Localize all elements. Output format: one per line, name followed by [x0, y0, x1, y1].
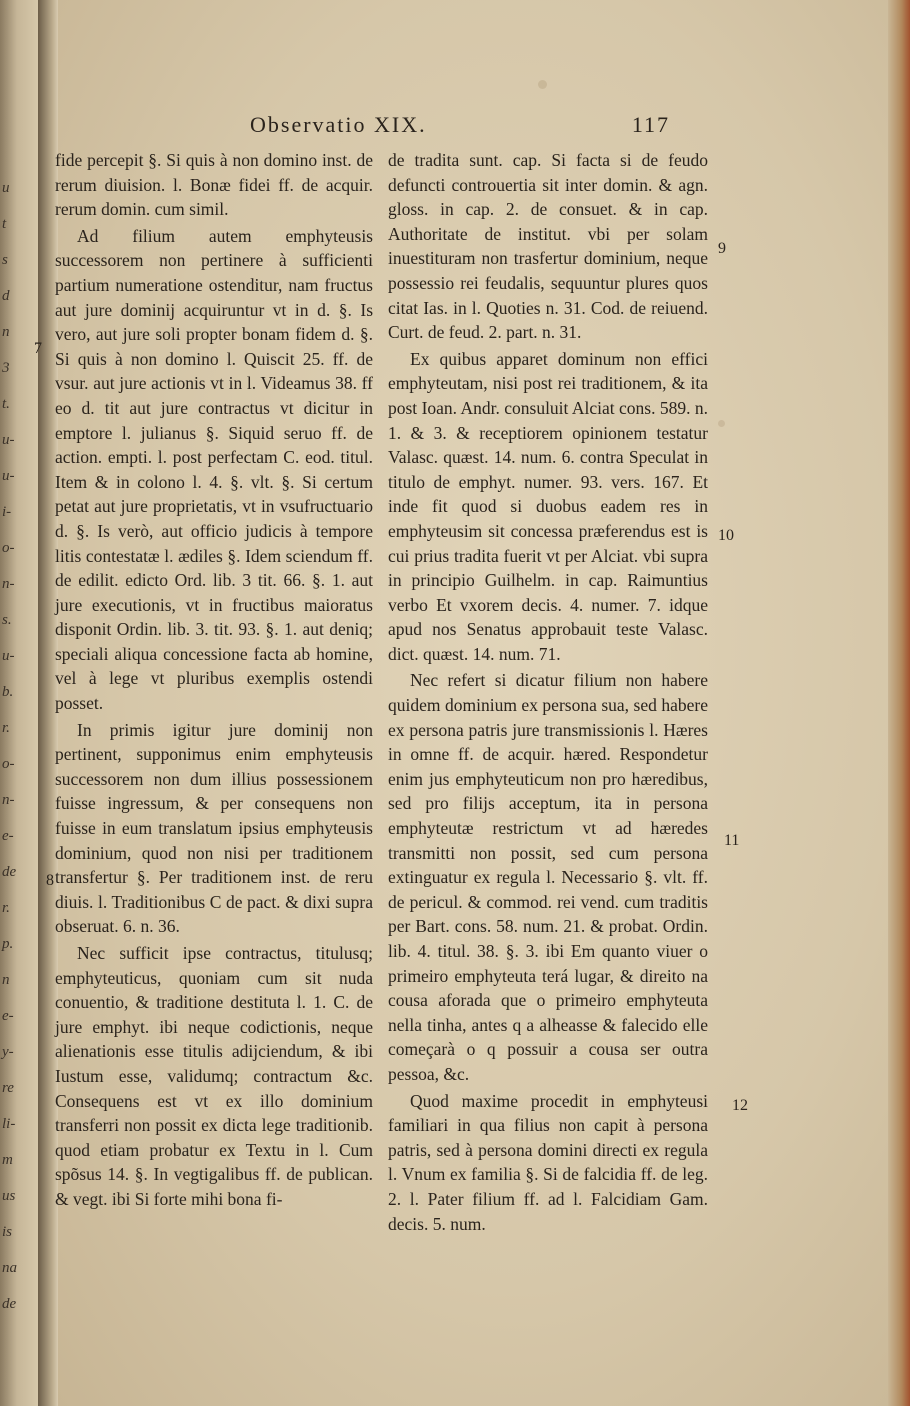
margin-number: 7	[34, 340, 42, 357]
running-head	[250, 112, 670, 142]
paragraph: Nec refert si dicatur filium non habere quidem dominium ex persona sua, sed habere ex persona patris jure transmissionis l. Hæres in omne ff. de acquir. hæred. Respondetur enim jus emphyteuticum non pro hæredibus, sed pro filijs acceptum, ita in persona emphyteutæ restrictum vt ad hæredes transmitti non possit, sed cum persona extinguatur ex regula l. Necessario §. vlt. ff. de pericul. & commod. rei vend. cum traditis per Bart. cons. 58. num. 21. & probat. Ordin. lib. 4. titul. 38. §. 3. ibi Em quanto viuer o primeiro emphyteuta terá lugar, & direito na cousa aforada que o primeiro emphyteuta nella tinha, antes q a alheasse & falecido elle começarà o q possuir a cousa ser outra pessoa, &c.	[388, 670, 708, 1084]
paragraph: Ex quibus apparet dominum non effici emphyteutam, nisi post rei traditionem, & ita post Ioan. Andr. consuluit Alciat cons. 589. n. 1. & 3. & receptiorem opinionem testatur Valasc. quæst. 14. num. 6. contra Speculat in titulo de emphyt. numer. 93. vers. 167. Et inde fit quod si duobus eadem res in emphyteusim sit concessa præferendus est is cui prius tradita fuerit vt per Alciat. vbi supra in principio Guilhelm. in cap. Raimuntius verbo Et vxorem decis. 4. numer. 7. idque apud nos Senatus approbauit teste Valasc. dict. quæst. 14. num. 71.	[388, 348, 708, 664]
facing-page-fragment: t	[2, 216, 7, 232]
left-page-edge	[0, 0, 39, 1406]
facing-page-fragment: li-	[2, 1116, 16, 1132]
facing-page-fragment: i-	[2, 504, 12, 520]
facing-page-fragment: p.	[2, 936, 14, 952]
ink-spot	[538, 80, 547, 89]
facing-page-fragment: de	[2, 864, 17, 880]
paragraph: In primis igitur jure dominij non pertinent, supponimus enim emphyteusis successorem non dum illius possessionem fuisse ingressum, & per consequens non fuisse in eum translatum ipsius emphyteusis dominium, quod non nisi per traditionem transfertur §. Per traditionem inst. de reru diuis. l. Traditionibus C de pact. & dixi supra obseruat. 6. n. 36.	[55, 719, 373, 937]
paragraph: Ad filium autem emphyteusis successorem non pertinere à sufficienti partium numeratione ostenditur, nam fructus aut jure dominij acquiruntur vt in d. §. Is vero, aut jure soli propter bonam fidem d. §. Si quis à non domino l. Quiscit 25. ff. de vsur. aut jure actionis vt in l. Videamus 38. ff eo d. tit aut jure contractus vt dicitur in emptore l. julianus §. Siquid seruo ff. de action. empti. l. post perfectam C. eod. titul. Item & in colono l. 4. §. vlt. §. Si certum petat aut jure proprietatis, vt in vsufructuario d. §. Is verò, aut officio judicis à tempore litis contestatæ l. ædiles §. Idem sciendum ff. de edilit. edicto Ord. lib. 3 tit. 66. §. 1. aut jure executionis, vt in fructibus maioratus disponit Ordin. lib. 3. tit. 93. §. 1. aut deniq; speciali aliqua concessione facta ab homine, vel à lege vt pluribus exemplis ostendi posset.	[55, 225, 373, 714]
facing-page-fragment: s.	[2, 612, 12, 628]
facing-page-fragment: re	[2, 1080, 14, 1096]
margin-number: 11	[724, 832, 740, 849]
facing-page-fragment: o-	[2, 756, 15, 772]
ink-spot	[718, 420, 725, 427]
facing-page-fragment: r.	[2, 900, 10, 916]
facing-page-fragment: de	[2, 1296, 17, 1312]
left-column	[55, 148, 373, 1212]
facing-page-fragment: o-	[2, 540, 15, 556]
facing-page-fragment: m	[2, 1152, 13, 1168]
facing-page-fragment: y-	[2, 1044, 14, 1060]
right-column	[388, 148, 708, 1236]
right-page-edge	[888, 0, 910, 1406]
facing-page-fragment: s	[2, 252, 8, 268]
facing-page-fragment: d	[2, 288, 10, 304]
paragraph: Quod maxime procedit in emphyteusi familiari in qua filius non capit à persona patris, sed à persona domini directi ex regula l. Vnum ex familia §. Si de falcidia ff. de leg. 2. l. Pater filium ff. ad l. Falcidiam Gam. decis. 5. num.	[388, 1090, 708, 1234]
facing-page-fragment: 3	[2, 360, 10, 376]
paragraph: Nec sufficit ipse contractus, titulusq; emphyteuticus, quoniam cum sit nuda conuentio, & traditione destituta l. 1. C. de jure emphyt. ibi neque codictionis, neque alienationis esse titulis adijciendum, & ibi Iustum esse, validumq; contractum &c. Consequens est vt ex illo dominium transferri non possit ex dicta lege traditionib. quod etiam probatur ex Textu in l. Cum spõsus 14. §. In vegtigalibus ff. de publican. & vegt. ibi Si forte mihi bona fi-	[55, 943, 373, 1209]
facing-page-fragment: n-	[2, 576, 15, 592]
facing-page-fragment: r.	[2, 720, 10, 736]
facing-page-fragment: e-	[2, 1008, 14, 1024]
margin-number: 8	[46, 872, 54, 889]
facing-page-fragment: u-	[2, 648, 15, 664]
running-head-title: Observatio XIX.	[250, 112, 427, 137]
paragraph: de tradita sunt. cap. Si facta si de feudo defuncti controuertia sit inter domin. & agn. gloss. in cap. 2. de consuet. & in cap. Authoritate de institut. vbi per solam inuestituram non trasfertur dominium, neque possessio rei feudalis, sequuntur plures quos citat Ias. in l. Quoties n. 31. Cod. de reiuend. Curt. de feud. 2. part. n. 31.	[388, 150, 708, 343]
facing-page-fragment: is	[2, 1224, 13, 1240]
facing-page-fragment: na	[2, 1260, 17, 1276]
margin-number: 12	[732, 1097, 748, 1114]
margin-number: 10	[718, 527, 734, 544]
facing-page-fragment: e-	[2, 828, 14, 844]
paragraph: fide percepit §. Si quis à non domino inst. de rerum diuision. l. Bonæ fidei ff. de acquir. rerum domin. cum simil.	[55, 150, 373, 220]
facing-page-fragment: b.	[2, 684, 14, 700]
facing-page-fragment: u	[2, 180, 10, 196]
margin-number: 9	[718, 240, 726, 257]
facing-page-fragment: u-	[2, 432, 15, 448]
facing-page-fragment: n-	[2, 792, 15, 808]
facing-page-fragment: u-	[2, 468, 15, 484]
facing-page-fragment: n	[2, 972, 10, 988]
facing-page-fragment: t.	[2, 396, 10, 412]
facing-page-fragment: n	[2, 324, 10, 340]
page-number: 117	[631, 112, 670, 137]
facing-page-fragment: us	[2, 1188, 16, 1204]
